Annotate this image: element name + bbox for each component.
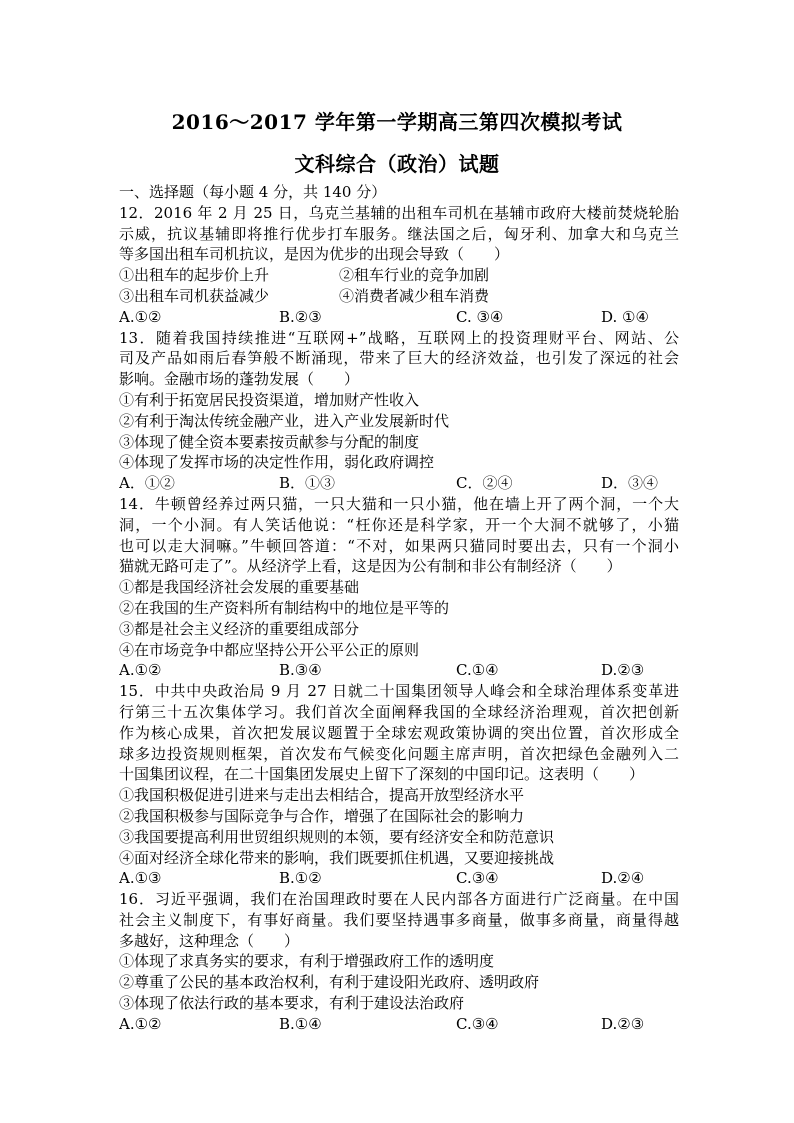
option-d: D. ①④ [601, 307, 649, 326]
answer-options [119, 473, 679, 494]
question-12 [119, 203, 679, 328]
option-b: B.①④ [279, 1014, 322, 1033]
statement: ②租车行业的竞争加剧 [339, 266, 490, 285]
option-c: C. ③④ [456, 307, 504, 326]
question-stem-line: 13．随着我国持续推进“互联网+”战略，互联网上的投资理财平台、网站、公 [119, 328, 679, 347]
exam-content [119, 182, 679, 1035]
question-stem-line: 十国集团议程，在二十国集团发展史上留下了深刻的中国印记。这表明（ ） [119, 765, 645, 784]
option-d: D．③④ [601, 474, 659, 493]
option-a: A.①③ [119, 869, 162, 888]
statement: ③体现了健全资本要素按贡献参与分配的制度 [119, 432, 420, 451]
statement: ③都是社会主义经济的重要组成部分 [119, 619, 360, 638]
question-stem-line: 14．牛顿曾经养过两只猫，一只大猫和一只小猫，他在墙上开了两个洞，一个大 [119, 494, 679, 513]
statement-row [119, 265, 679, 286]
statement: ①都是我国经济社会发展的重要基础 [119, 578, 360, 597]
option-b: B．①③ [279, 474, 336, 493]
statement: ②有利于淘汰传统金融产业，进入产业发展新时代 [119, 411, 450, 430]
option-d: D.②④ [601, 869, 645, 888]
question-stem-line: 16．习近平强调，我们在治国理政时要在人民内部各方面进行广泛商量。在中国 [119, 890, 679, 909]
question-stem-line: 12．2016 年 2 月 25 日，乌克兰基辅的出租车司机在基辅市政府大楼前焚烧轮胎 [119, 203, 679, 222]
option-b: B.③④ [279, 661, 322, 680]
option-c: C.①④ [456, 661, 499, 680]
question-stem-line: 行第三十五次集体学习。我们首次全面阐释我国的全球经济治理观，首次把创新 [119, 702, 679, 721]
option-a: A.①② [119, 661, 162, 680]
exam-subtitle: 文科综合（政治）试题 [294, 152, 500, 176]
option-a: A.①② [119, 307, 162, 326]
answer-options [119, 660, 679, 681]
answer-options [119, 307, 679, 328]
question-stem-line: 洞，一个小洞。有人笑话他说：“枉你还是科学家，开一个大洞不就够了，小猫 [119, 515, 679, 534]
statement: ①出租车的起步价上升 [119, 266, 270, 285]
option-c: C.③④ [456, 1014, 499, 1033]
question-stem-line: 多越好，这种理念（ ） [119, 931, 300, 950]
statement: ①有利于拓宽居民投资渠道，增加财产性收入 [119, 390, 420, 409]
option-d: D.②③ [601, 661, 645, 680]
question-stem-line: 作为核心成果，首次把发展议题置于全球宏观政策协调的突出位置，首次形成全 [119, 723, 679, 742]
question-stem-line: 影响。金融市场的蓬勃发展（ ） [119, 370, 360, 389]
option-b: B.②③ [279, 307, 322, 326]
statement: ③我国要提高利用世贸组织规则的本领，要有经济安全和防范意识 [119, 827, 555, 846]
statement: ④在市场竞争中都应坚持公开公平公正的原则 [119, 640, 420, 659]
statement: ②尊重了公民的基本政治权利，有利于建设阳光政府、透明政府 [119, 973, 540, 992]
question-14 [119, 494, 679, 681]
question-stem-line: 司及产品如雨后春笋般不断涌现，带来了巨大的经济效益，也引发了深远的社会 [119, 349, 679, 368]
question-stem-line: 15．中共中央政治局 9 月 27 日就二十国集团领导人峰会和全球治理体系变革进 [119, 682, 679, 701]
answer-options [119, 868, 679, 889]
question-stem-line: 示威，抗议基辅即将推行优步打车服务。继法国之后，匈牙利、加拿大和乌克兰 [119, 224, 679, 243]
option-b: B.①② [279, 869, 322, 888]
question-stem-line: 球多边投资规则框架，首次发布气候变化问题主席声明，首次把绿色金融列入二 [119, 744, 679, 763]
question-stem-line: 猫就无路可走了”。从经济学上看，这是因为公有制和非公有制经济（ ） [119, 557, 622, 576]
question-16 [119, 889, 679, 1035]
option-c: C.③④ [456, 869, 499, 888]
question-stem-line: 也可以走大洞嘛。”牛顿回答道：“不对，如果两只猫同时要出去，只有一个洞小 [119, 536, 679, 555]
statement-row [119, 286, 679, 307]
question-15 [119, 681, 679, 889]
option-c: C．②④ [456, 474, 513, 493]
statement: ④面对经济全球化带来的影响，我们既要抓住机遇，又要迎接挑战 [119, 848, 555, 867]
statement: ②我国积极参与国际竞争与合作，增强了在国际社会的影响力 [119, 806, 525, 825]
option-d: D.②③ [601, 1014, 645, 1033]
option-a: A．①② [119, 474, 175, 493]
statement: ④消费者减少租车消费 [339, 286, 490, 305]
question-stem-line: 社会主义制度下，有事好商量。我们要坚持遇事多商量，做事多商量，商量得越 [119, 910, 679, 929]
option-a: A.①② [119, 1014, 162, 1033]
statement: ①体现了求真务实的要求，有利于增强政府工作的透明度 [119, 952, 495, 971]
statement: ③体现了依法行政的基本要求，有利于建设法治政府 [119, 994, 465, 1013]
question-stem-line: 等多国出租车司机抗议，是因为优步的出现会导致（ ） [119, 245, 510, 264]
answer-options [119, 1014, 679, 1035]
statement: ②在我国的生产资料所有制结构中的地位是平等的 [119, 598, 450, 617]
exam-title: 2016～2017 学年第一学期高三第四次模拟考试 [171, 110, 623, 134]
statement: ③出租车司机获益减少 [119, 286, 270, 305]
question-13 [119, 328, 679, 494]
statement: ①我国积极促进引进来与走出去相结合，提高开放型经济水平 [119, 786, 525, 805]
section-heading: 一、选择题（每小题 4 分，共 140 分） [119, 183, 387, 201]
statement: ④体现了发挥市场的决定性作用，弱化政府调控 [119, 453, 435, 472]
